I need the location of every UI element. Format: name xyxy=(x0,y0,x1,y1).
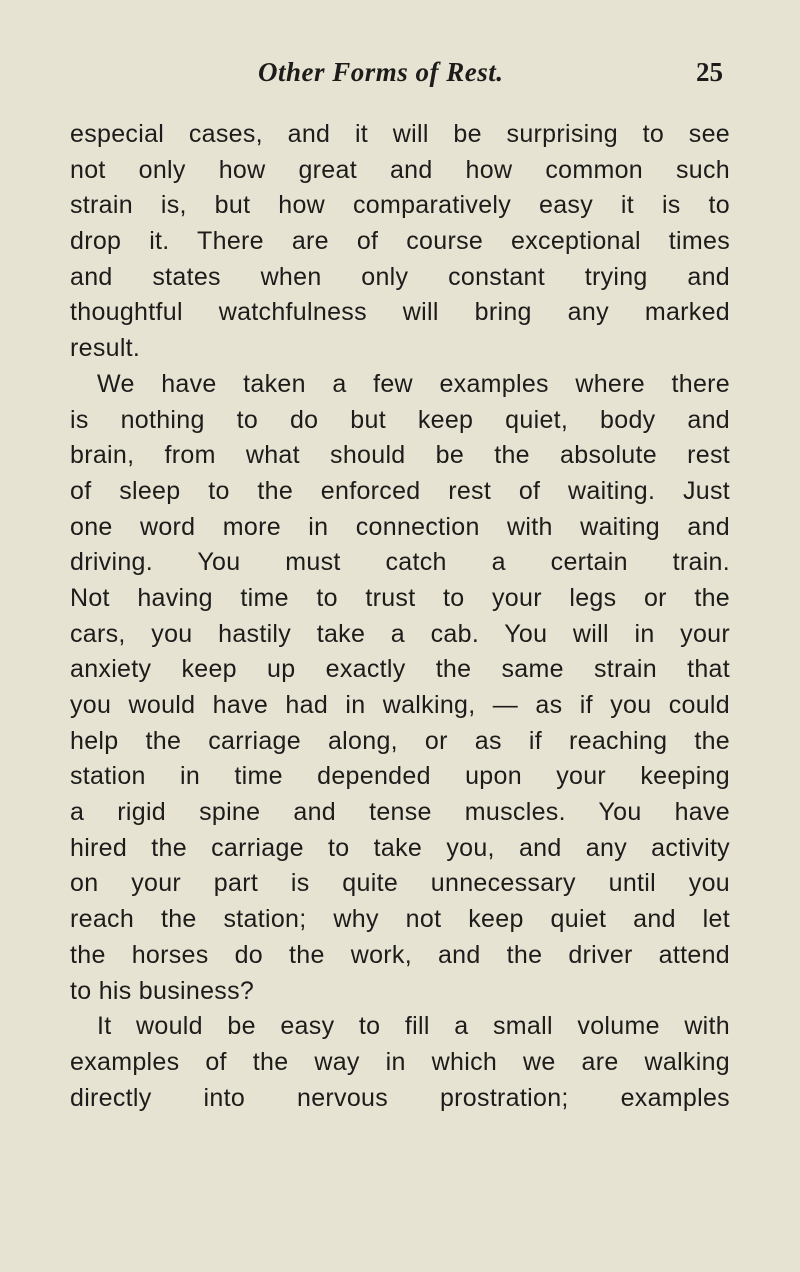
text-line: on your part is quite unnecessary until you xyxy=(70,869,730,898)
text-line: anxiety keep up exactly the same strain that xyxy=(70,655,730,684)
running-title: Other Forms of Rest. xyxy=(258,57,504,87)
text-line: the horses do the work, and the driver attend xyxy=(70,940,730,969)
paragraph-start-line: It would be easy to fill a small volume with xyxy=(97,1012,730,1041)
text-line: of sleep to the enforced rest of waiting. Just xyxy=(70,476,730,505)
text-line: examples of the way in which we are walking xyxy=(70,1047,730,1076)
text-line: one word more in connection with waiting and xyxy=(70,512,730,541)
page-number: 25 xyxy=(696,57,723,87)
text-line: directly into nervous prostration; examples xyxy=(70,1083,730,1112)
text-line: and states when only constant trying and xyxy=(70,262,730,291)
text-line: result. xyxy=(70,334,141,363)
text-line: a rigid spine and tense muscles. You have xyxy=(70,798,730,827)
text-line: reach the station; why not keep quiet and let xyxy=(70,905,730,934)
text-line: cars, you hastily take a cab. You will in your xyxy=(70,619,730,648)
text-line: thoughtful watchfulness will bring any marked xyxy=(70,298,730,327)
text-line: drop it. There are of course exceptional times xyxy=(70,227,730,256)
text-line: you would have had in walking, — as if you could xyxy=(70,691,730,719)
text-line: strain is, but how comparatively easy it is to xyxy=(70,191,730,220)
text-line: brain, from what should be the absolute rest xyxy=(70,441,730,470)
running-head xyxy=(0,52,800,96)
text-line: station in time depended upon your keeping xyxy=(70,762,730,791)
text-line: Not having time to trust to your legs or the xyxy=(70,583,730,612)
text-line: is nothing to do but keep quiet, body and xyxy=(70,405,730,434)
body-text xyxy=(70,117,730,1116)
paragraph-start-line: We have taken a few examples where there xyxy=(97,369,730,398)
text-line: hired the carriage to take you, and any activity xyxy=(70,833,730,862)
text-line: driving. You must catch a certain train. xyxy=(70,548,730,577)
text-line: not only how great and how common such xyxy=(70,155,730,184)
text-line: help the carriage along, or as if reaching the xyxy=(70,726,730,755)
text-line: especial cases, and it will be surprising to see xyxy=(70,120,730,148)
text-line: to his business? xyxy=(70,976,255,1005)
